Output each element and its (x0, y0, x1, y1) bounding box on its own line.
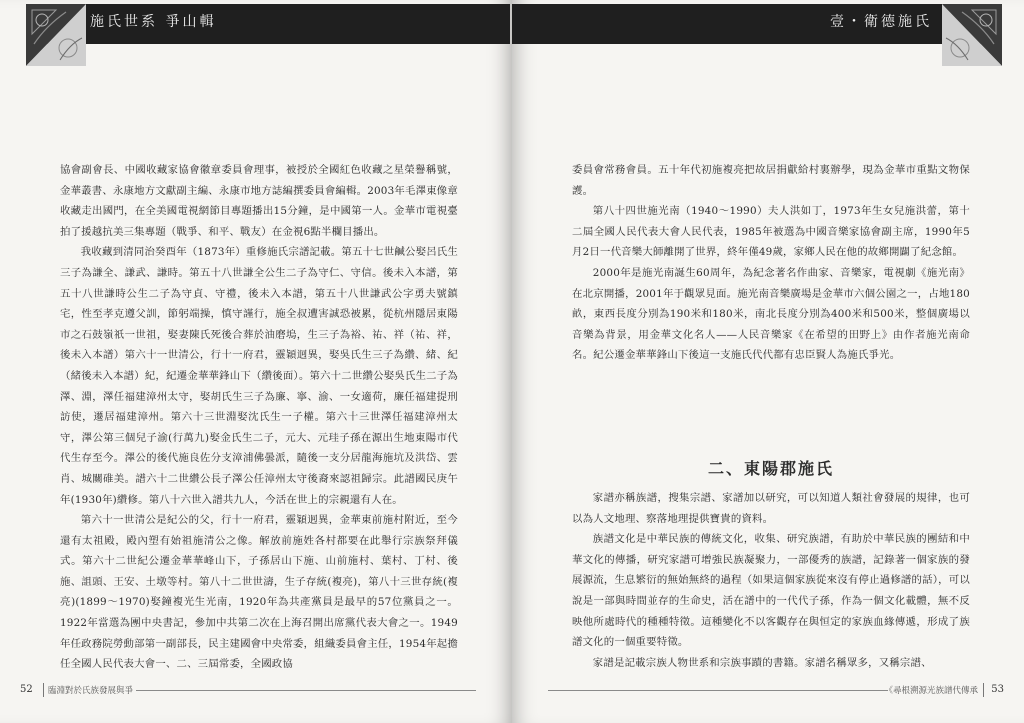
left-paragraph-1: 協會副會長、中國收藏家協會徽章委員會理事，被授於全國紅色收藏之星榮譽稱號，金華叢書、永康地方文獻副主編、永康市地方誌編撰委員會編輯。2003年毛澤東像章收藏走出國門，在全美國電視網節目專題播出15分鐘，是中國第一人。金華市電視臺拍了援越抗美三集專題（戰爭、和平、戰友）在金視6點半欄目播出。 (60, 164, 458, 238)
left-header-title: 施氏世系 爭山輯 (90, 14, 217, 30)
left-footer-tick (43, 683, 44, 697)
right-paragraph-1: 委員會常務會員。五十年代初施複亮把故居捐獻給村裏辦學，現為金華市重點文物保護。 (572, 164, 970, 197)
section-title: 二、東陽郡施氏 (707, 459, 834, 478)
right-header-title: 壹・衛德施氏 (830, 14, 932, 30)
left-page-number: 52 (20, 684, 33, 695)
right-paragraph-3: 2000年是施光南誕生60周年，為紀念著名作曲家、音樂家，電視劇《施光南》在北京開播，2001年于觀眾見面。施光南音樂廣場是金華市六個公園之一，占地180畝，東西長度分別為190米和180米，南北長度分別為400米和500米，整個廣場以音樂為背景，用金華文化名人——人民音樂家《在希望的田野上》由作者施光南命名。紀公遷金華華鋒山下後這一支施氏代代都有忠臣賢人為施氏爭光。 (572, 266, 970, 362)
right-body-text-top (572, 160, 970, 366)
section-paragraph-3: 家譜是記載宗族人物世系和宗族事蹟的書籍。家譜名稱眾多，又稱宗譜、 (592, 656, 932, 669)
section-paragraph-1: 家譜亦稱族譜，搜集宗譜、家譜加以研究，可以知道人類社會發展的規律，也可以為人文地理、察落地理提供寶貴的資料。 (572, 492, 970, 525)
right-body-text-section (572, 488, 970, 673)
right-corner-ornament-icon (942, 4, 1002, 66)
left-paragraph-2: 我收藏到清同治癸酉年（1873年）重修施氏宗譜記載。第五十七世鹹公娶呂氏生三子為謙全、謙武、謙時。第五十八世謙全公生二子為守仁、守信。後未入本譜，第五十八世謙時公生二子為守貞、守禮，後未入本譜，第五十八世謙武公字勇夫號鎮宅，性至孝克遵父訓，節躬端操，慎守謹行，施全叔遭害誠恐被累，從杭州隱居東陽市之石鼓嶺祇一世祖，娶妻陳氏死後合葬於油磨塢，生三子為裕、祐、祥（祐、祥，後未入本譜）第六十一世清公，行十一府君，靈穎迥異，娶吳氏生三子為纘、緒、紀（緒後未入本譜）紀，紀遷金華華鋒山下（纘後面）。第六十二世纘公娶吳氏生二子為澤、淵，澤任福建漳州太守，娶胡氏生三子為廉、寧、渝、一女適荷，廉任福建提刑訪使，遷居福建漳州。第六十三世淵娶沈氏生一子權。第六十三世澤任福建漳州太守，澤公第三個兒子渝(行萬九)娶金氏生二子，元大、元珪子孫在源出生地東陽市代代生存至今。澤公的後代施良佐分支漳浦佛曇派，隨後一支分居龍海施坑及洪岱、雲肖、城關碓美。譜六十二世纘公長子澤公任漳州太守後裔來認祖歸宗。此譜國民庚午年(1930年)纘修。第八十六世入譜共九人，今活在世上的宗親還有人在。 (60, 246, 458, 506)
right-footer (512, 681, 1024, 701)
right-footer-text: 《尋根溯源光族譜代傳承 (884, 686, 978, 696)
left-corner-ornament-icon (26, 4, 86, 66)
section-paragraph-2: 族譜文化是中華民族的傳統文化，收集、研究族譜，有助於中華民族的團結和中華文化的傳播，研究家譜可增強民族凝聚力，一部優秀的族譜，記錄著一個家族的發展源流，生息繁衍的無始無終的過程（如果這個家族從來沒有停止過修譜的話），可以說是一部與時間並存的生命史，活在譜中的一代代子孫，作為一個文化載體，無不反映他所處時代的種種特徵。這種變化不以客觀存在與恒定的家族血緣傳遞，形成了族譜文化的一個重要特徵。 (572, 533, 970, 649)
right-footer-rule (548, 690, 888, 691)
right-footer-tick (983, 683, 984, 697)
left-footer (0, 681, 512, 701)
right-page-number: 53 (991, 684, 1004, 695)
right-paragraph-2: 第八十四世施光南（1940～1990）夫人洪如丁，1973年生女兒施洪蕾，第十二屆全國人民代表大會人民代表，1985年被選為中國音樂家協會副主席，1990年5月2日一代音樂大師離開了世界，終年僅49歲，家鄉人民在他的故鄉開闢了紀念館。 (572, 205, 970, 259)
right-page (512, 0, 1024, 723)
left-body-text (60, 160, 458, 675)
left-footer-text: 臨淵對於氏族發展與爭 (48, 686, 134, 696)
left-paragraph-3: 第六十一世清公是紀公的父，行十一府君，靈穎迥異，金華東前施村附近，至今還有太祖殿，殿內塑有始祖施清公之像。解放前施姓各村都要在此舉行宗族祭拜儀式。第六十二世紀公遷金華華峰山下，子孫居山下施、山前施村、葉村、丁村、後施、詛頭、王安、土墩等村。第八十二世世濤，生子存統(複亮)，第八十三世存統(複亮)(1899～1970)娶鐘複光生光南，1920年為共產黨員是最早的57位黨員之一。1922年當選為團中央書記，參加中共第二次在上海召開出席黨代表大會之一。1949年任政務院勞動部第一副部長，民主建國會中央常委，組織委員會主任，1954年起擔任全國人民代表大會一、二、三屆常委，全國政協 (60, 514, 458, 671)
left-footer-rule (136, 690, 476, 691)
